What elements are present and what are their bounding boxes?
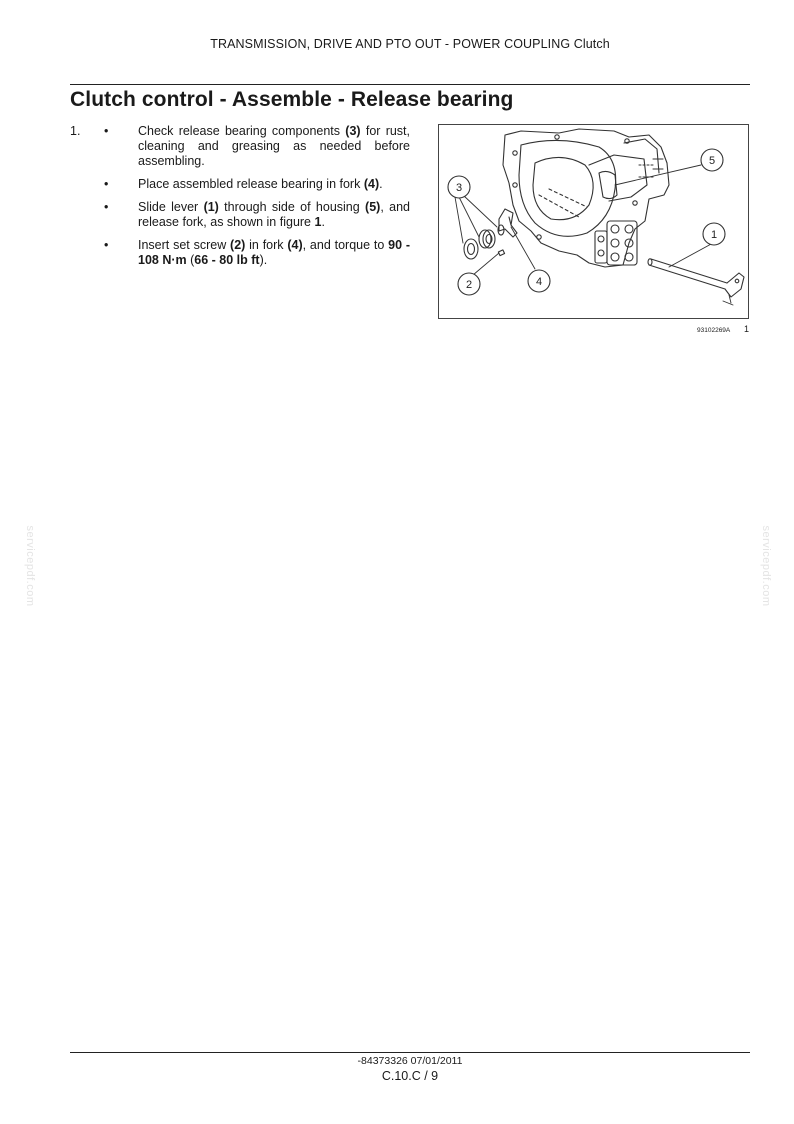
footer-rule: [70, 1052, 750, 1053]
flange-bolt-bosses: [595, 221, 637, 265]
text-segment: , and torque to: [302, 238, 389, 252]
text-segment: .: [321, 215, 325, 229]
procedure-item: [90, 238, 410, 268]
bold-reference: (2): [230, 238, 246, 252]
bold-reference: (4): [287, 238, 303, 252]
callout-5-label: 5: [708, 155, 716, 167]
procedure-item: [90, 177, 410, 192]
bold-reference: (1): [203, 200, 219, 214]
callout-5: [701, 149, 723, 171]
text-segment: Insert set screw: [138, 238, 231, 252]
bold-reference: 90 - 108 N·m: [138, 238, 411, 267]
bold-reference: (4): [363, 177, 380, 191]
procedure-item-text: [138, 238, 410, 268]
callout-1: [703, 223, 725, 245]
leader-lines: [455, 165, 713, 275]
procedure-bullet-list: [90, 124, 410, 276]
callout-4-label: 4: [535, 276, 543, 288]
lever: [648, 259, 744, 305]
watermark-right: servicepdf.com: [760, 525, 772, 607]
bullet-icon: •: [104, 238, 109, 252]
running-header: TRANSMISSION, DRIVE AND PTO OUT - POWER COUPLING Clutch: [210, 37, 610, 51]
text-segment: Place assembled release bearing in fork: [138, 177, 364, 191]
text-segment: (: [186, 253, 195, 267]
watermark-left: servicepdf.com: [24, 525, 36, 607]
callout-1-label: 1: [710, 229, 718, 241]
housing-drawing: [503, 129, 669, 267]
text-segment: for rust, cleaning and greasing as needed before assembling.: [138, 124, 411, 168]
procedure-item-text: [138, 200, 410, 230]
procedure-item: [90, 200, 410, 230]
callout-3-label: 3: [455, 182, 463, 194]
text-segment: through side of housing: [218, 200, 366, 214]
step-number: 1.: [70, 124, 81, 138]
clutch-housing-illustration: [439, 125, 748, 318]
page-identifier: C.10.C / 9: [381, 1069, 439, 1083]
callout-3: [448, 176, 470, 198]
bullet-icon: •: [104, 124, 109, 138]
bold-reference: 1: [314, 215, 322, 229]
text-segment: .: [379, 177, 383, 191]
figure-frame: [438, 124, 749, 319]
text-segment: Check release bearing components: [138, 124, 346, 138]
bold-reference: 66 - 80 lb ft: [194, 253, 260, 267]
text-segment: ).: [259, 253, 268, 267]
callout-2-label: 2: [465, 279, 473, 291]
bold-reference: (3): [345, 124, 361, 138]
text-segment: , and release fork, as shown in figure: [138, 200, 410, 229]
bullet-icon: •: [104, 177, 109, 191]
callout-4: [528, 270, 550, 292]
bold-reference: (5): [365, 200, 381, 214]
bullet-icon: •: [104, 200, 109, 214]
text-segment: in fork: [245, 238, 288, 252]
section-title: Clutch control - Assemble - Release bearing: [70, 88, 514, 111]
header-rule: [70, 84, 750, 85]
callout-2: [458, 273, 480, 295]
figure-code: 93102269A: [697, 327, 731, 334]
procedure-item-text: [138, 177, 410, 192]
figure-number: 1: [744, 324, 750, 334]
text-segment: Slide lever: [138, 200, 204, 214]
document-reference: -84373326 07/01/2011: [357, 1055, 463, 1067]
procedure-item-text: [138, 124, 410, 169]
procedure-item: [90, 124, 410, 169]
